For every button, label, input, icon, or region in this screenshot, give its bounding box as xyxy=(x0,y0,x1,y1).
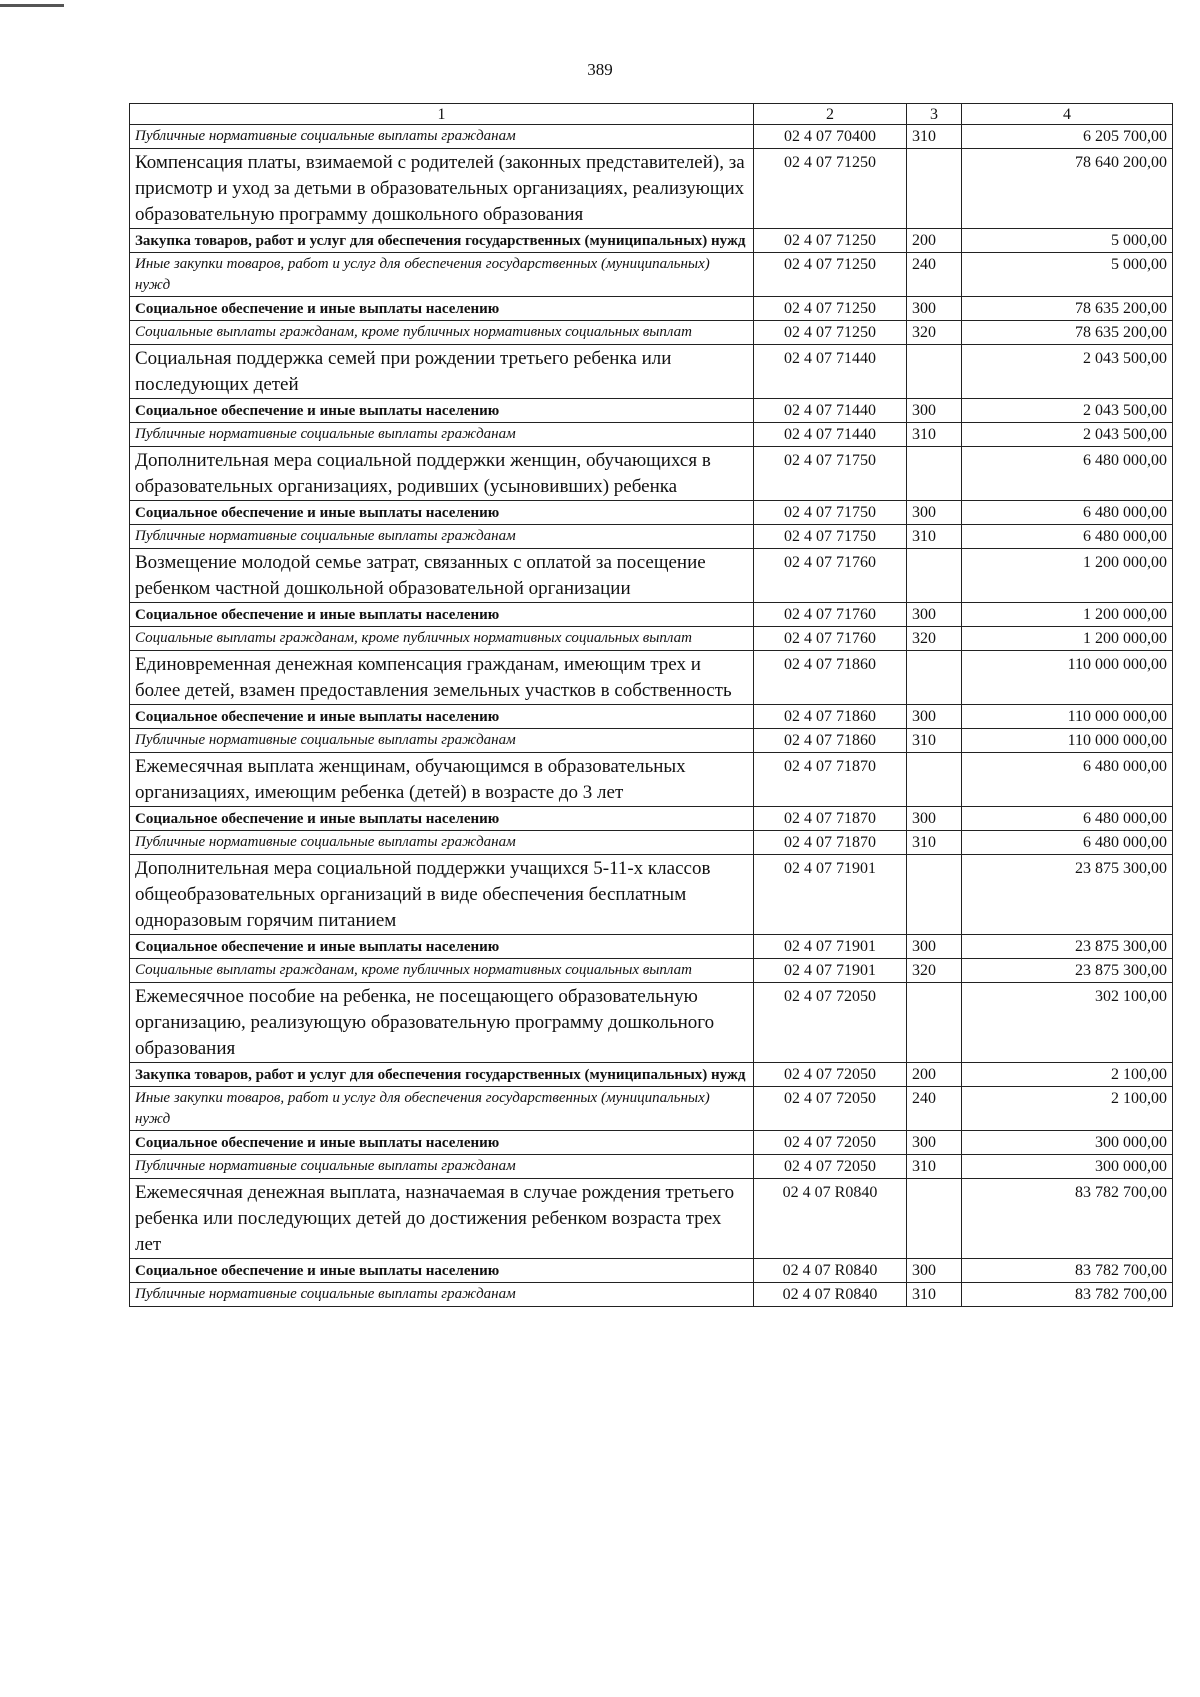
row-amount: 302 100,00 xyxy=(962,983,1173,1063)
column-header-code: 2 xyxy=(754,104,907,125)
header-row xyxy=(130,104,1173,125)
row-expense-type: 300 xyxy=(907,705,962,729)
row-expense-type xyxy=(907,855,962,935)
row-description: Иные закупки товаров, работ и услуг для обеспечения государственных (муниципальных) нужд xyxy=(130,253,754,297)
row-classification-code: 02 4 07 71860 xyxy=(754,729,907,753)
row-classification-code: 02 4 07 71750 xyxy=(754,525,907,549)
row-description: Единовременная денежная компенсация гражданам, имеющим трех и более детей, взамен предоставления земельных участков в собственность xyxy=(130,651,754,705)
row-expense-type: 240 xyxy=(907,1087,962,1131)
row-amount: 6 480 000,00 xyxy=(962,525,1173,549)
row-classification-code: 02 4 07 R0840 xyxy=(754,1179,907,1259)
table-row xyxy=(130,1131,1173,1155)
row-description: Социальное обеспечение и иные выплаты населению xyxy=(130,1259,754,1283)
row-classification-code: 02 4 07 71901 xyxy=(754,959,907,983)
row-description: Социальное обеспечение и иные выплаты населению xyxy=(130,705,754,729)
table-row xyxy=(130,1283,1173,1307)
row-amount: 1 200 000,00 xyxy=(962,627,1173,651)
table-row xyxy=(130,831,1173,855)
row-amount: 2 043 500,00 xyxy=(962,423,1173,447)
row-description: Социальное обеспечение и иные выплаты населению xyxy=(130,603,754,627)
row-description: Ежемесячная выплата женщинам, обучающимся в образовательных организациях, имеющим ребенка (детей) в возрасте до 3 лет xyxy=(130,753,754,807)
row-description: Публичные нормативные социальные выплаты гражданам xyxy=(130,729,754,753)
row-expense-type: 300 xyxy=(907,807,962,831)
row-description: Компенсация платы, взимаемой с родителей (законных представителей), за присмотр и уход за детьми в образовательных организациях, реализующих образовательную программу дошкольного образования xyxy=(130,149,754,229)
row-expense-type: 310 xyxy=(907,729,962,753)
row-classification-code: 02 4 07 71901 xyxy=(754,855,907,935)
budget-table xyxy=(129,103,1173,1307)
row-classification-code: 02 4 07 71440 xyxy=(754,423,907,447)
table-row xyxy=(130,345,1173,399)
row-amount: 6 480 000,00 xyxy=(962,807,1173,831)
table-row xyxy=(130,297,1173,321)
row-description: Социальные выплаты гражданам, кроме публичных нормативных социальных выплат xyxy=(130,959,754,983)
row-description: Социальное обеспечение и иные выплаты населению xyxy=(130,399,754,423)
table-row xyxy=(130,705,1173,729)
row-description: Социальное обеспечение и иные выплаты населению xyxy=(130,501,754,525)
table-row xyxy=(130,253,1173,297)
row-classification-code: 02 4 07 71440 xyxy=(754,345,907,399)
table-row xyxy=(130,149,1173,229)
row-expense-type xyxy=(907,447,962,501)
table-row xyxy=(130,447,1173,501)
row-amount: 1 200 000,00 xyxy=(962,549,1173,603)
row-description: Социальное обеспечение и иные выплаты населению xyxy=(130,935,754,959)
row-classification-code: 02 4 07 71250 xyxy=(754,321,907,345)
row-classification-code: 02 4 07 72050 xyxy=(754,1063,907,1087)
row-classification-code: 02 4 07 71760 xyxy=(754,603,907,627)
table-row xyxy=(130,983,1173,1063)
row-amount: 23 875 300,00 xyxy=(962,855,1173,935)
row-expense-type: 300 xyxy=(907,297,962,321)
row-amount: 110 000 000,00 xyxy=(962,651,1173,705)
row-description: Социальная поддержка семей при рождении третьего ребенка или последующих детей xyxy=(130,345,754,399)
table-row xyxy=(130,423,1173,447)
row-expense-type: 320 xyxy=(907,627,962,651)
row-expense-type xyxy=(907,345,962,399)
table-row xyxy=(130,807,1173,831)
row-amount: 83 782 700,00 xyxy=(962,1259,1173,1283)
table-row xyxy=(130,525,1173,549)
row-classification-code: 02 4 07 R0840 xyxy=(754,1259,907,1283)
table-row xyxy=(130,125,1173,149)
table-row xyxy=(130,549,1173,603)
row-classification-code: 02 4 07 71860 xyxy=(754,705,907,729)
row-classification-code: 02 4 07 72050 xyxy=(754,1155,907,1179)
row-expense-type xyxy=(907,983,962,1063)
row-amount: 6 480 000,00 xyxy=(962,753,1173,807)
row-expense-type: 310 xyxy=(907,1283,962,1307)
row-amount: 83 782 700,00 xyxy=(962,1283,1173,1307)
row-classification-code: 02 4 07 71870 xyxy=(754,753,907,807)
row-amount: 2 100,00 xyxy=(962,1063,1173,1087)
row-expense-type xyxy=(907,1179,962,1259)
row-expense-type xyxy=(907,753,962,807)
row-amount: 2 043 500,00 xyxy=(962,345,1173,399)
row-amount: 2 100,00 xyxy=(962,1087,1173,1131)
row-amount: 6 480 000,00 xyxy=(962,831,1173,855)
row-description: Ежемесячная денежная выплата, назначаемая в случае рождения третьего ребенка или последующих детей до достижения ребенком возраста трех лет xyxy=(130,1179,754,1259)
table-row xyxy=(130,1179,1173,1259)
row-expense-type: 200 xyxy=(907,229,962,253)
row-description: Публичные нормативные социальные выплаты гражданам xyxy=(130,831,754,855)
column-header-amount: 4 xyxy=(962,104,1173,125)
page-number: 389 xyxy=(587,60,613,79)
row-description: Социальное обеспечение и иные выплаты населению xyxy=(130,1131,754,1155)
row-description: Публичные нормативные социальные выплаты гражданам xyxy=(130,125,754,149)
row-expense-type xyxy=(907,549,962,603)
row-classification-code: 02 4 07 70400 xyxy=(754,125,907,149)
row-expense-type: 320 xyxy=(907,321,962,345)
row-expense-type: 300 xyxy=(907,1131,962,1155)
table-row xyxy=(130,855,1173,935)
row-expense-type: 200 xyxy=(907,1063,962,1087)
table-row xyxy=(130,753,1173,807)
table-row xyxy=(130,1155,1173,1179)
row-classification-code: 02 4 07 71901 xyxy=(754,935,907,959)
table-row xyxy=(130,1087,1173,1131)
row-amount: 78 640 200,00 xyxy=(962,149,1173,229)
row-amount: 5 000,00 xyxy=(962,253,1173,297)
row-amount: 110 000 000,00 xyxy=(962,705,1173,729)
row-amount: 1 200 000,00 xyxy=(962,603,1173,627)
row-amount: 23 875 300,00 xyxy=(962,935,1173,959)
row-classification-code: 02 4 07 71250 xyxy=(754,253,907,297)
row-classification-code: 02 4 07 71250 xyxy=(754,149,907,229)
row-expense-type: 300 xyxy=(907,935,962,959)
row-expense-type xyxy=(907,651,962,705)
row-description: Закупка товаров, работ и услуг для обеспечения государственных (муниципальных) нужд xyxy=(130,1063,754,1087)
row-amount: 5 000,00 xyxy=(962,229,1173,253)
row-description: Дополнительная мера социальной поддержки женщин, обучающихся в образовательных организациях, родивших (усыновивших) ребенка xyxy=(130,447,754,501)
row-classification-code: 02 4 07 71750 xyxy=(754,501,907,525)
row-expense-type: 310 xyxy=(907,1155,962,1179)
table-row xyxy=(130,729,1173,753)
row-amount: 78 635 200,00 xyxy=(962,297,1173,321)
row-description: Социальное обеспечение и иные выплаты населению xyxy=(130,807,754,831)
table-row xyxy=(130,1063,1173,1087)
row-classification-code: 02 4 07 71760 xyxy=(754,549,907,603)
row-expense-type: 320 xyxy=(907,959,962,983)
row-description: Социальное обеспечение и иные выплаты населению xyxy=(130,297,754,321)
row-expense-type: 310 xyxy=(907,125,962,149)
row-amount: 78 635 200,00 xyxy=(962,321,1173,345)
row-description: Публичные нормативные социальные выплаты гражданам xyxy=(130,1155,754,1179)
row-classification-code: 02 4 07 71440 xyxy=(754,399,907,423)
row-classification-code: 02 4 07 71750 xyxy=(754,447,907,501)
row-description: Публичные нормативные социальные выплаты гражданам xyxy=(130,423,754,447)
row-description: Социальные выплаты гражданам, кроме публичных нормативных социальных выплат xyxy=(130,627,754,651)
row-classification-code: 02 4 07 71870 xyxy=(754,807,907,831)
row-description: Социальные выплаты гражданам, кроме публичных нормативных социальных выплат xyxy=(130,321,754,345)
row-expense-type: 300 xyxy=(907,399,962,423)
row-classification-code: 02 4 07 72050 xyxy=(754,983,907,1063)
row-description: Публичные нормативные социальные выплаты гражданам xyxy=(130,525,754,549)
row-classification-code: 02 4 07 71870 xyxy=(754,831,907,855)
row-expense-type: 310 xyxy=(907,423,962,447)
row-description: Ежемесячное пособие на ребенка, не посещающего образовательную организацию, реализующую образовательную программу дошкольного образования xyxy=(130,983,754,1063)
row-expense-type xyxy=(907,149,962,229)
row-amount: 23 875 300,00 xyxy=(962,959,1173,983)
row-description: Публичные нормативные социальные выплаты гражданам xyxy=(130,1283,754,1307)
table-row xyxy=(130,321,1173,345)
row-classification-code: 02 4 07 71250 xyxy=(754,297,907,321)
row-description: Закупка товаров, работ и услуг для обеспечения государственных (муниципальных) нужд xyxy=(130,229,754,253)
table-row xyxy=(130,651,1173,705)
table-body xyxy=(130,125,1173,1307)
row-amount: 83 782 700,00 xyxy=(962,1179,1173,1259)
row-expense-type: 310 xyxy=(907,525,962,549)
row-amount: 6 480 000,00 xyxy=(962,501,1173,525)
table-row xyxy=(130,399,1173,423)
row-amount: 300 000,00 xyxy=(962,1155,1173,1179)
row-classification-code: 02 4 07 R0840 xyxy=(754,1283,907,1307)
table-row xyxy=(130,229,1173,253)
row-expense-type: 240 xyxy=(907,253,962,297)
row-classification-code: 02 4 07 71860 xyxy=(754,651,907,705)
table-row xyxy=(130,935,1173,959)
column-header-kind: 3 xyxy=(907,104,962,125)
table-row xyxy=(130,627,1173,651)
row-amount: 110 000 000,00 xyxy=(962,729,1173,753)
row-amount: 6 480 000,00 xyxy=(962,447,1173,501)
row-expense-type: 300 xyxy=(907,501,962,525)
scan-edge-mark xyxy=(0,4,64,7)
row-classification-code: 02 4 07 71760 xyxy=(754,627,907,651)
column-header-description: 1 xyxy=(130,104,754,125)
row-expense-type: 310 xyxy=(907,831,962,855)
table-row xyxy=(130,501,1173,525)
row-classification-code: 02 4 07 72050 xyxy=(754,1087,907,1131)
row-amount: 6 205 700,00 xyxy=(962,125,1173,149)
row-description: Иные закупки товаров, работ и услуг для обеспечения государственных (муниципальных) нужд xyxy=(130,1087,754,1131)
row-expense-type: 300 xyxy=(907,603,962,627)
table-row xyxy=(130,603,1173,627)
row-classification-code: 02 4 07 72050 xyxy=(754,1131,907,1155)
row-description: Дополнительная мера социальной поддержки учащихся 5-11-х классов общеобразовательных организаций в виде обеспечения бесплатным одноразовым горячим питанием xyxy=(130,855,754,935)
table-row xyxy=(130,959,1173,983)
row-classification-code: 02 4 07 71250 xyxy=(754,229,907,253)
row-amount: 2 043 500,00 xyxy=(962,399,1173,423)
row-description: Возмещение молодой семье затрат, связанных с оплатой за посещение ребенком частной дошкольной образовательной организации xyxy=(130,549,754,603)
table-row xyxy=(130,1259,1173,1283)
row-amount: 300 000,00 xyxy=(962,1131,1173,1155)
row-expense-type: 300 xyxy=(907,1259,962,1283)
